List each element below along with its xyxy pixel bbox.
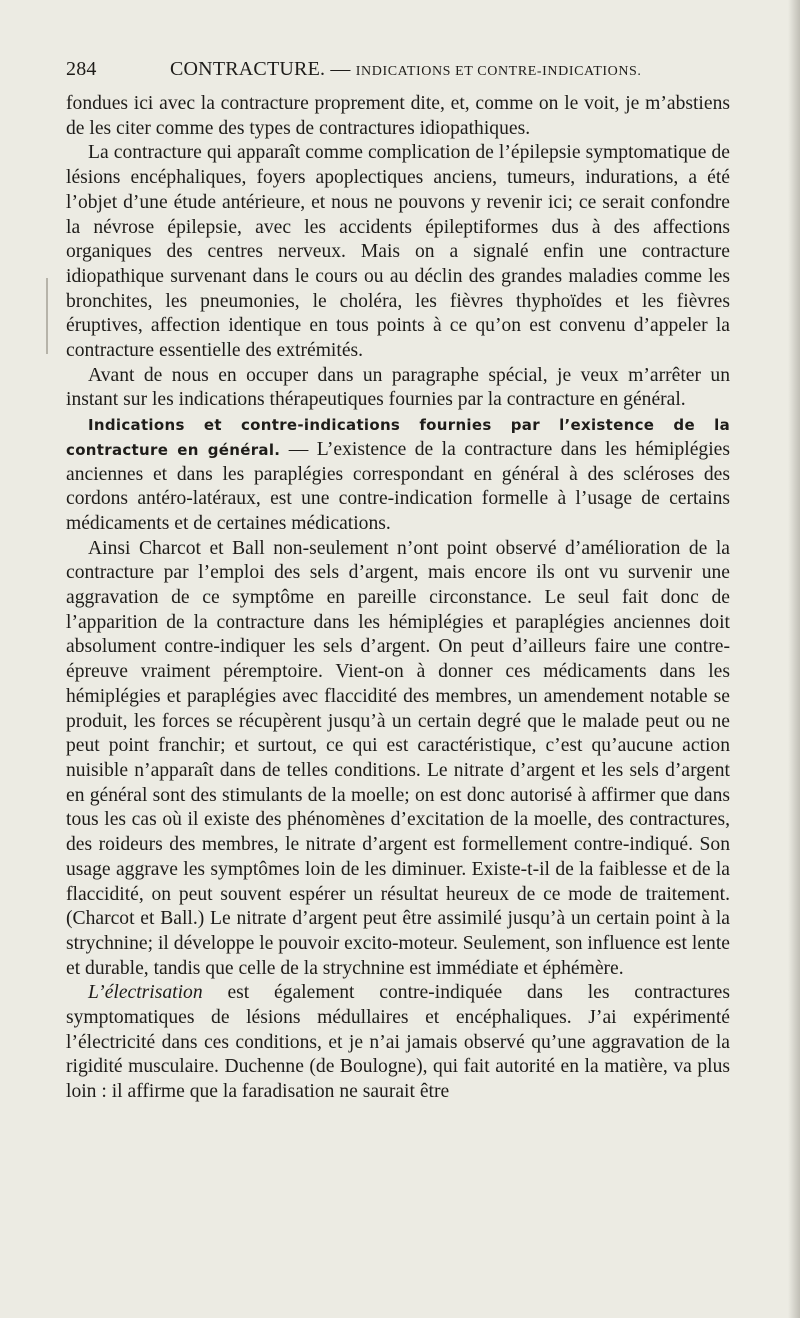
paragraph-continuation: fondues ici avec la contracture proprement dite, et, comme on le voit, je m’abstiens de les citer comme des types de contractures idiopathiques. — [66, 93, 730, 139]
section-heading-text: — L’existence de la contracture dans les hémiplégies anciennes et dans les paraplégies correspondant en général à des scléroses des cordons antéro-latéraux, est une contre-indication formelle à l’usage de certains médicaments et de certaines médications. — [66, 438, 730, 534]
electrisation-text: est également contre-indiquée dans les contractures symptomatiques de lésions médullaires et encéphaliques. J’ai expérimenté l’électricité dans ces conditions, et je n’ai jamais observé qu’une aggravation de la rigidité musculaire. Duchenne (de Boulogne), qui fait autorité en la matière, va plus loin : il affirme que la faradisation ne saurait être — [66, 982, 730, 1103]
section-heading: Indications et contre-indications fournies par l’existence de la contracture en général. — [66, 416, 730, 459]
running-head — [66, 58, 730, 84]
paragraph-transition: Avant de nous en occuper dans un paragraphe spécial, je veux m’arrêter un instant sur les indications thérapeutiques fournies par la contracture en général. — [66, 364, 730, 411]
paragraph-electrisation — [66, 981, 730, 1105]
running-title-main: CONTRACTURE. — [170, 58, 326, 80]
running-title — [170, 58, 642, 81]
paragraph-epilepsy: La contracture qui apparaît comme complication de l’épilepsie symptomatique de lésions encéphaliques, foyers apoplectiques anciens, tumeurs, indurations, a été l’objet d’une étude antérieure, et nous ne pouvons y revenir ici; ce serait confondre la névrose épilepsie, avec les accidents épileptiformes dus à des affections organiques des centres nerveux. Mais on a signalé enfin une contracture idiopathique survenant dans le cours ou au déclin des grandes maladies comme les bronchites, les pneumonies, le choléra, les fièvres thyphoïdes et les fièvres éruptives, affection identique en tous points à ce qu’on est convenu d’appeler la contracture essentielle des extrémités. — [66, 142, 730, 362]
paragraph-silver-salts: Ainsi Charcot et Ball non-seulement n’ont point observé d’amélioration de la contracture par l’emploi des sels d’argent, mais encore ils ont vu survenir une aggravation de ce symptôme en pareille circonstance. Le seul fait donc de l’apparition de la contracture dans les hémiplégies et paraplégies anciennes doit absolument contre-indiquer les sels d’argent. On peut d’ailleurs faire une contre-épreuve vraiment péremptoire. Vient-on à donner ces médicaments dans les hémiplégies et paraplégies avec flaccidité des membres, un amendement notable se produit, les forces se récupèrent jusqu’à un certain degré que le malade peut ou ne peut point franchir; et surtout, ce qui est caractéristique, c’est qu’aucune action nuisible n’apparaît dans de telles conditions. Le nitrate d’argent et les sels d’argent en général sont des stimulants de la moelle; on est donc autorisé à affirmer que dans tous les cas où il existe des phénomènes d’excitation de la moelle, des contractures, des roideurs des membres, le nitrate d’argent est formellement contre-indiqué. Son usage aggrave les symptômes loin de les diminuer. Existe-t-il de la faiblesse et de la flaccidité, on peut souvent espérer un résultat heureux de ce mode de traitement. (Charcot et Ball.) Le nitrate d’argent peut être assimilé jusqu’à un certain point à la strychnine; il développe le pouvoir excito-moteur. Seulement, son influence est lente et durable, tandis que celle de la strychnine est immédiate et éphémère. — [66, 537, 730, 979]
running-title-sub: INDICATIONS ET CONTRE-INDICATIONS. — [355, 64, 642, 79]
electrisation-term: L’électrisation — [88, 982, 203, 1004]
page-number: 284 — [66, 58, 97, 80]
margin-pencil-mark — [46, 278, 48, 354]
paragraph-section-indications — [66, 413, 730, 537]
running-title-dash: — — [325, 58, 356, 80]
body-text — [66, 92, 730, 1105]
